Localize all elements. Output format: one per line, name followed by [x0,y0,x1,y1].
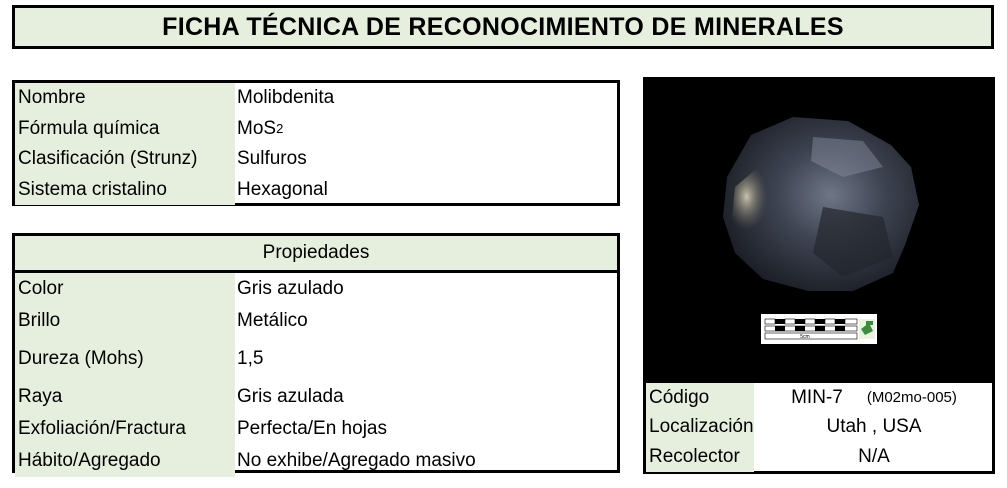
scale-bar [761,314,877,344]
row-value: Perfecta/En hojas [237,418,387,439]
table-row [15,445,617,477]
location-label: Localización [646,413,754,443]
table-row [15,337,617,381]
table-row [646,442,992,472]
mineral-specimen-image [643,77,995,381]
row-value: Gris azulado [237,278,344,299]
collector-value: N/A [858,445,890,467]
table-row [15,413,617,445]
table-row [646,413,992,443]
row-label: Fórmula química [15,114,235,145]
row-label: Brillo [15,305,235,337]
code-label: Código [646,383,754,413]
row-label: Sistema cristalino [15,175,235,206]
row-label: Raya [15,381,235,413]
row-value: No exhibe/Agregado masivo [237,450,476,471]
row-value: Metálico [237,310,308,331]
row-label: Dureza (Mohs) [15,337,235,381]
row-value: Sulfuros [237,148,307,170]
scale-label: 5cm [800,334,810,340]
row-value: Hexagonal [237,178,328,200]
formula-subscript: 2 [276,121,284,137]
row-label: Clasificación (Strunz) [15,144,235,175]
table-row [15,175,617,206]
formula-value [237,114,617,145]
collector-label: Recolector [646,442,754,472]
location-value: Utah , USA [826,416,922,438]
code-value-cell [756,383,992,413]
table-row [15,144,617,175]
properties-table [12,233,620,473]
table-row [15,273,617,305]
row-label: Color [15,273,235,305]
table-row [15,381,617,413]
sample-info-table [643,380,995,474]
code-value: MIN-7 [791,386,843,408]
table-row [15,114,617,145]
table-row [15,83,617,114]
page-title: FICHA TÉCNICA DE RECONOCIMIENTO DE MINERALES [162,12,844,41]
formula-base: MoS [237,117,277,139]
table-row [15,305,617,337]
row-label: Nombre [15,83,235,114]
row-value: 1,5 [237,348,264,369]
identification-table [12,80,620,206]
row-label: Exfoliación/Fractura [15,413,235,445]
row-value: Molibdenita [237,87,335,109]
row-label: Hábito/Agregado [15,445,235,477]
mineral-photo [643,77,995,381]
code-alt: (M02mo-005) [866,389,957,407]
row-value: Gris azulada [237,386,344,407]
title-banner [12,5,994,49]
properties-header: Propiedades [15,236,617,273]
table-row [646,383,992,413]
